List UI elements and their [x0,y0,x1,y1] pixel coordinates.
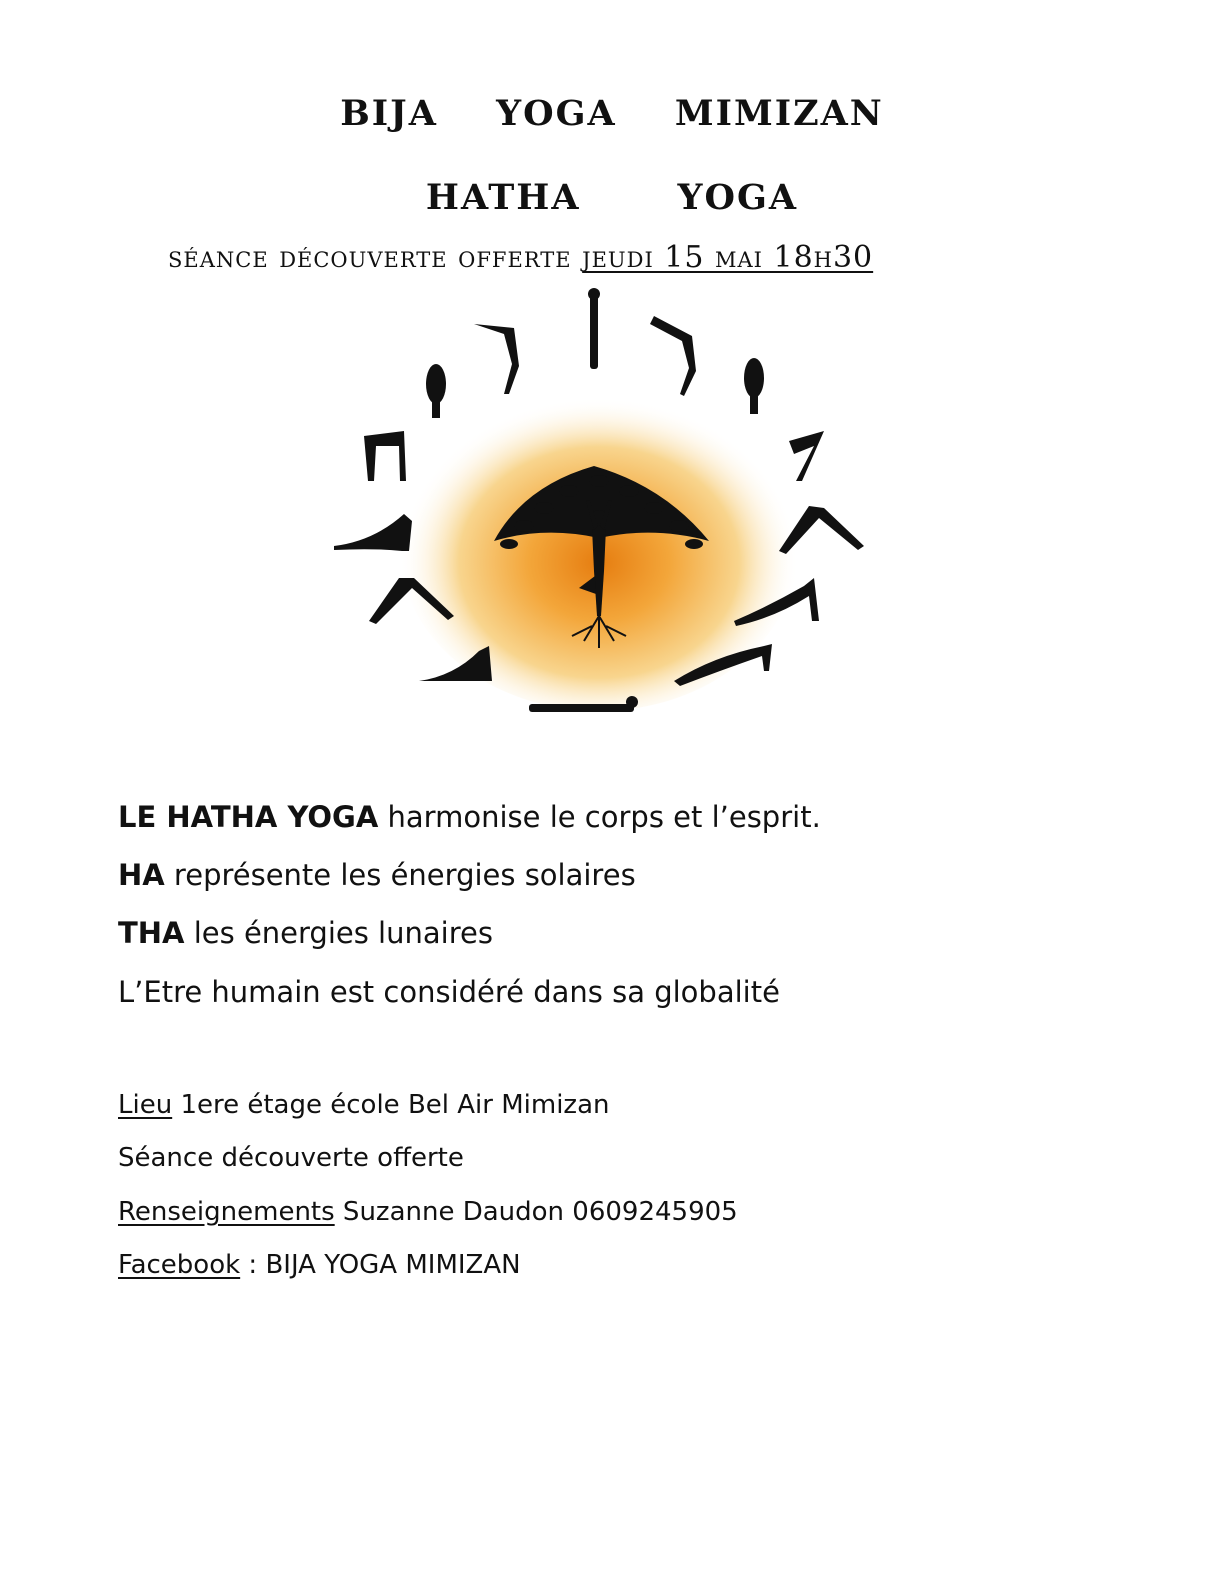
body-line-2 [118,858,636,892]
sun-salutation-yoga-icon [324,286,874,726]
renseignements-label: Renseignements [118,1197,335,1227]
body-line-3 [118,916,493,950]
subtitle-date: jeudi 15 mai 18h30 [582,240,874,275]
lieu-label: Lieu [118,1090,173,1120]
title-line-1: bija yoga mimizan [340,78,884,137]
body-line-1-bold: LE HATHA YOGA [118,800,379,834]
subtitle [168,240,873,275]
subtitle-prefix: séance découverte offerte [168,240,583,275]
body-line-1 [118,800,821,834]
title-line-2: hatha yoga [425,162,799,221]
body-line-2-text: représente les énergies solaires [164,858,636,892]
body-line-3-text: les énergies lunaires [184,916,493,950]
renseignements-text: Suzanne Daudon 0609245905 [334,1197,738,1227]
body-line-2-bold: HA [118,858,165,892]
info-facebook [118,1250,521,1280]
body-line-1-text: harmonise le corps et l’esprit. [378,800,821,834]
facebook-text: : BIJA YOGA MIMIZAN [240,1250,521,1280]
info-seance: Séance découverte offerte [118,1143,464,1173]
info-renseignements [118,1197,738,1227]
body-line-4: L’Etre humain est considéré dans sa globalité [118,975,780,1009]
body-line-3-bold: THA [118,916,185,950]
lieu-text: 1ere étage école Bel Air Mimizan [172,1090,610,1120]
facebook-label: Facebook [118,1250,241,1280]
info-lieu [118,1090,610,1120]
